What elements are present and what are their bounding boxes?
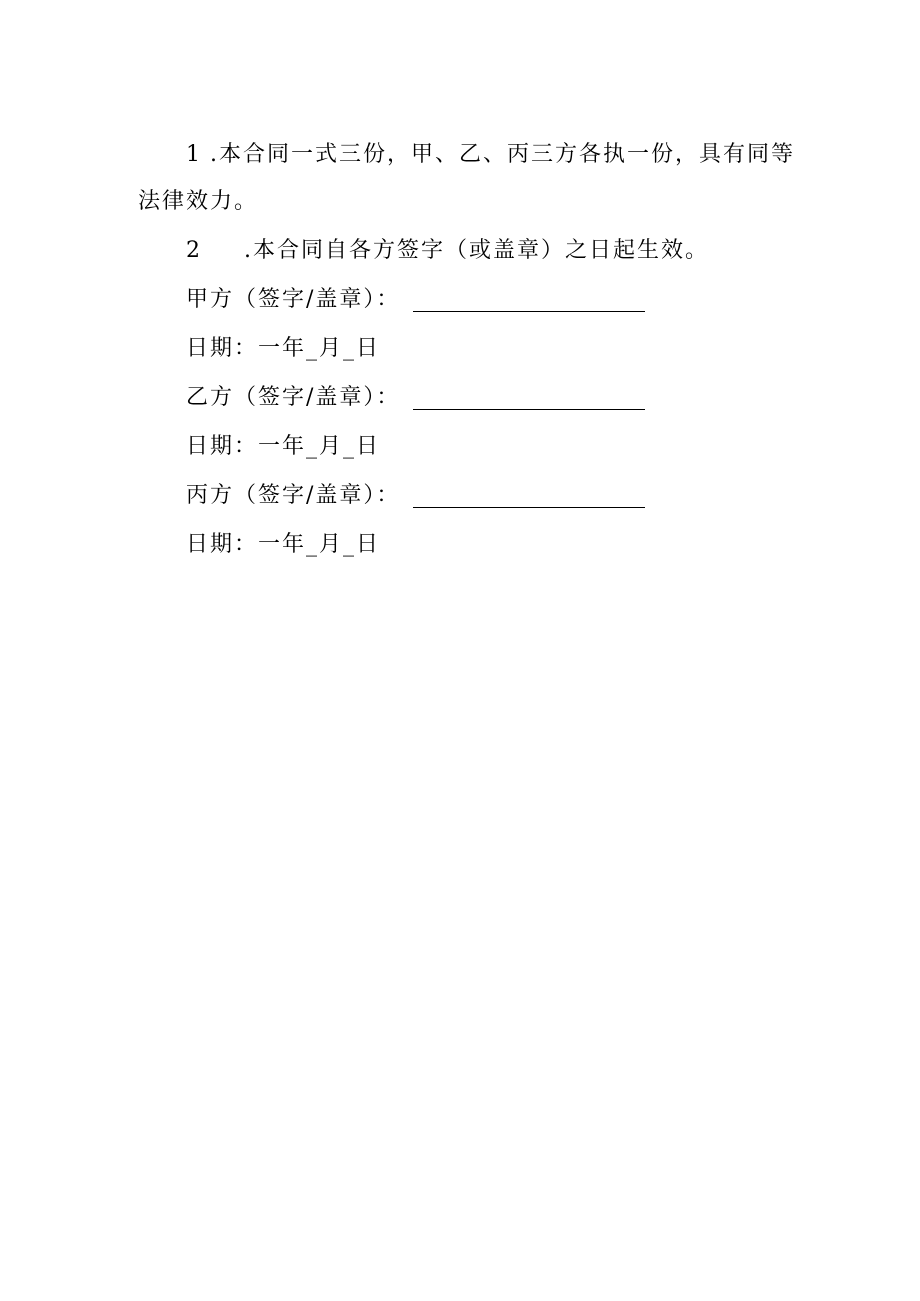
party-b-signature-label: 乙方（签字/盖章）： (186, 385, 401, 410)
clause-2-number: 2 (186, 238, 202, 263)
party-c-signature-field[interactable] (413, 507, 645, 508)
clause-1-continuation: 法律效力。 (138, 189, 259, 214)
party-a-signature-label: 甲方（签字/盖章）： (186, 287, 401, 312)
party-b-date: 日期：一年_月_日 (186, 434, 381, 459)
clause-2-text: .本合同自各方签字（或盖章）之日起生效。 (244, 238, 709, 263)
clause-2-line (186, 236, 709, 266)
clause-1-number: 1 (186, 142, 202, 167)
clause-1-text: .本合同一式三份，甲、乙、丙三方各执一份，具有同等 (210, 142, 795, 167)
party-c-date: 日期：一年_月_日 (186, 532, 381, 557)
party-c-signature-label: 丙方（签字/盖章）： (186, 483, 401, 508)
party-b-signature-field[interactable] (413, 409, 645, 410)
party-a-signature-field[interactable] (413, 311, 645, 312)
clause-1-line (186, 140, 795, 170)
party-a-date: 日期：一年_月_日 (186, 336, 381, 361)
